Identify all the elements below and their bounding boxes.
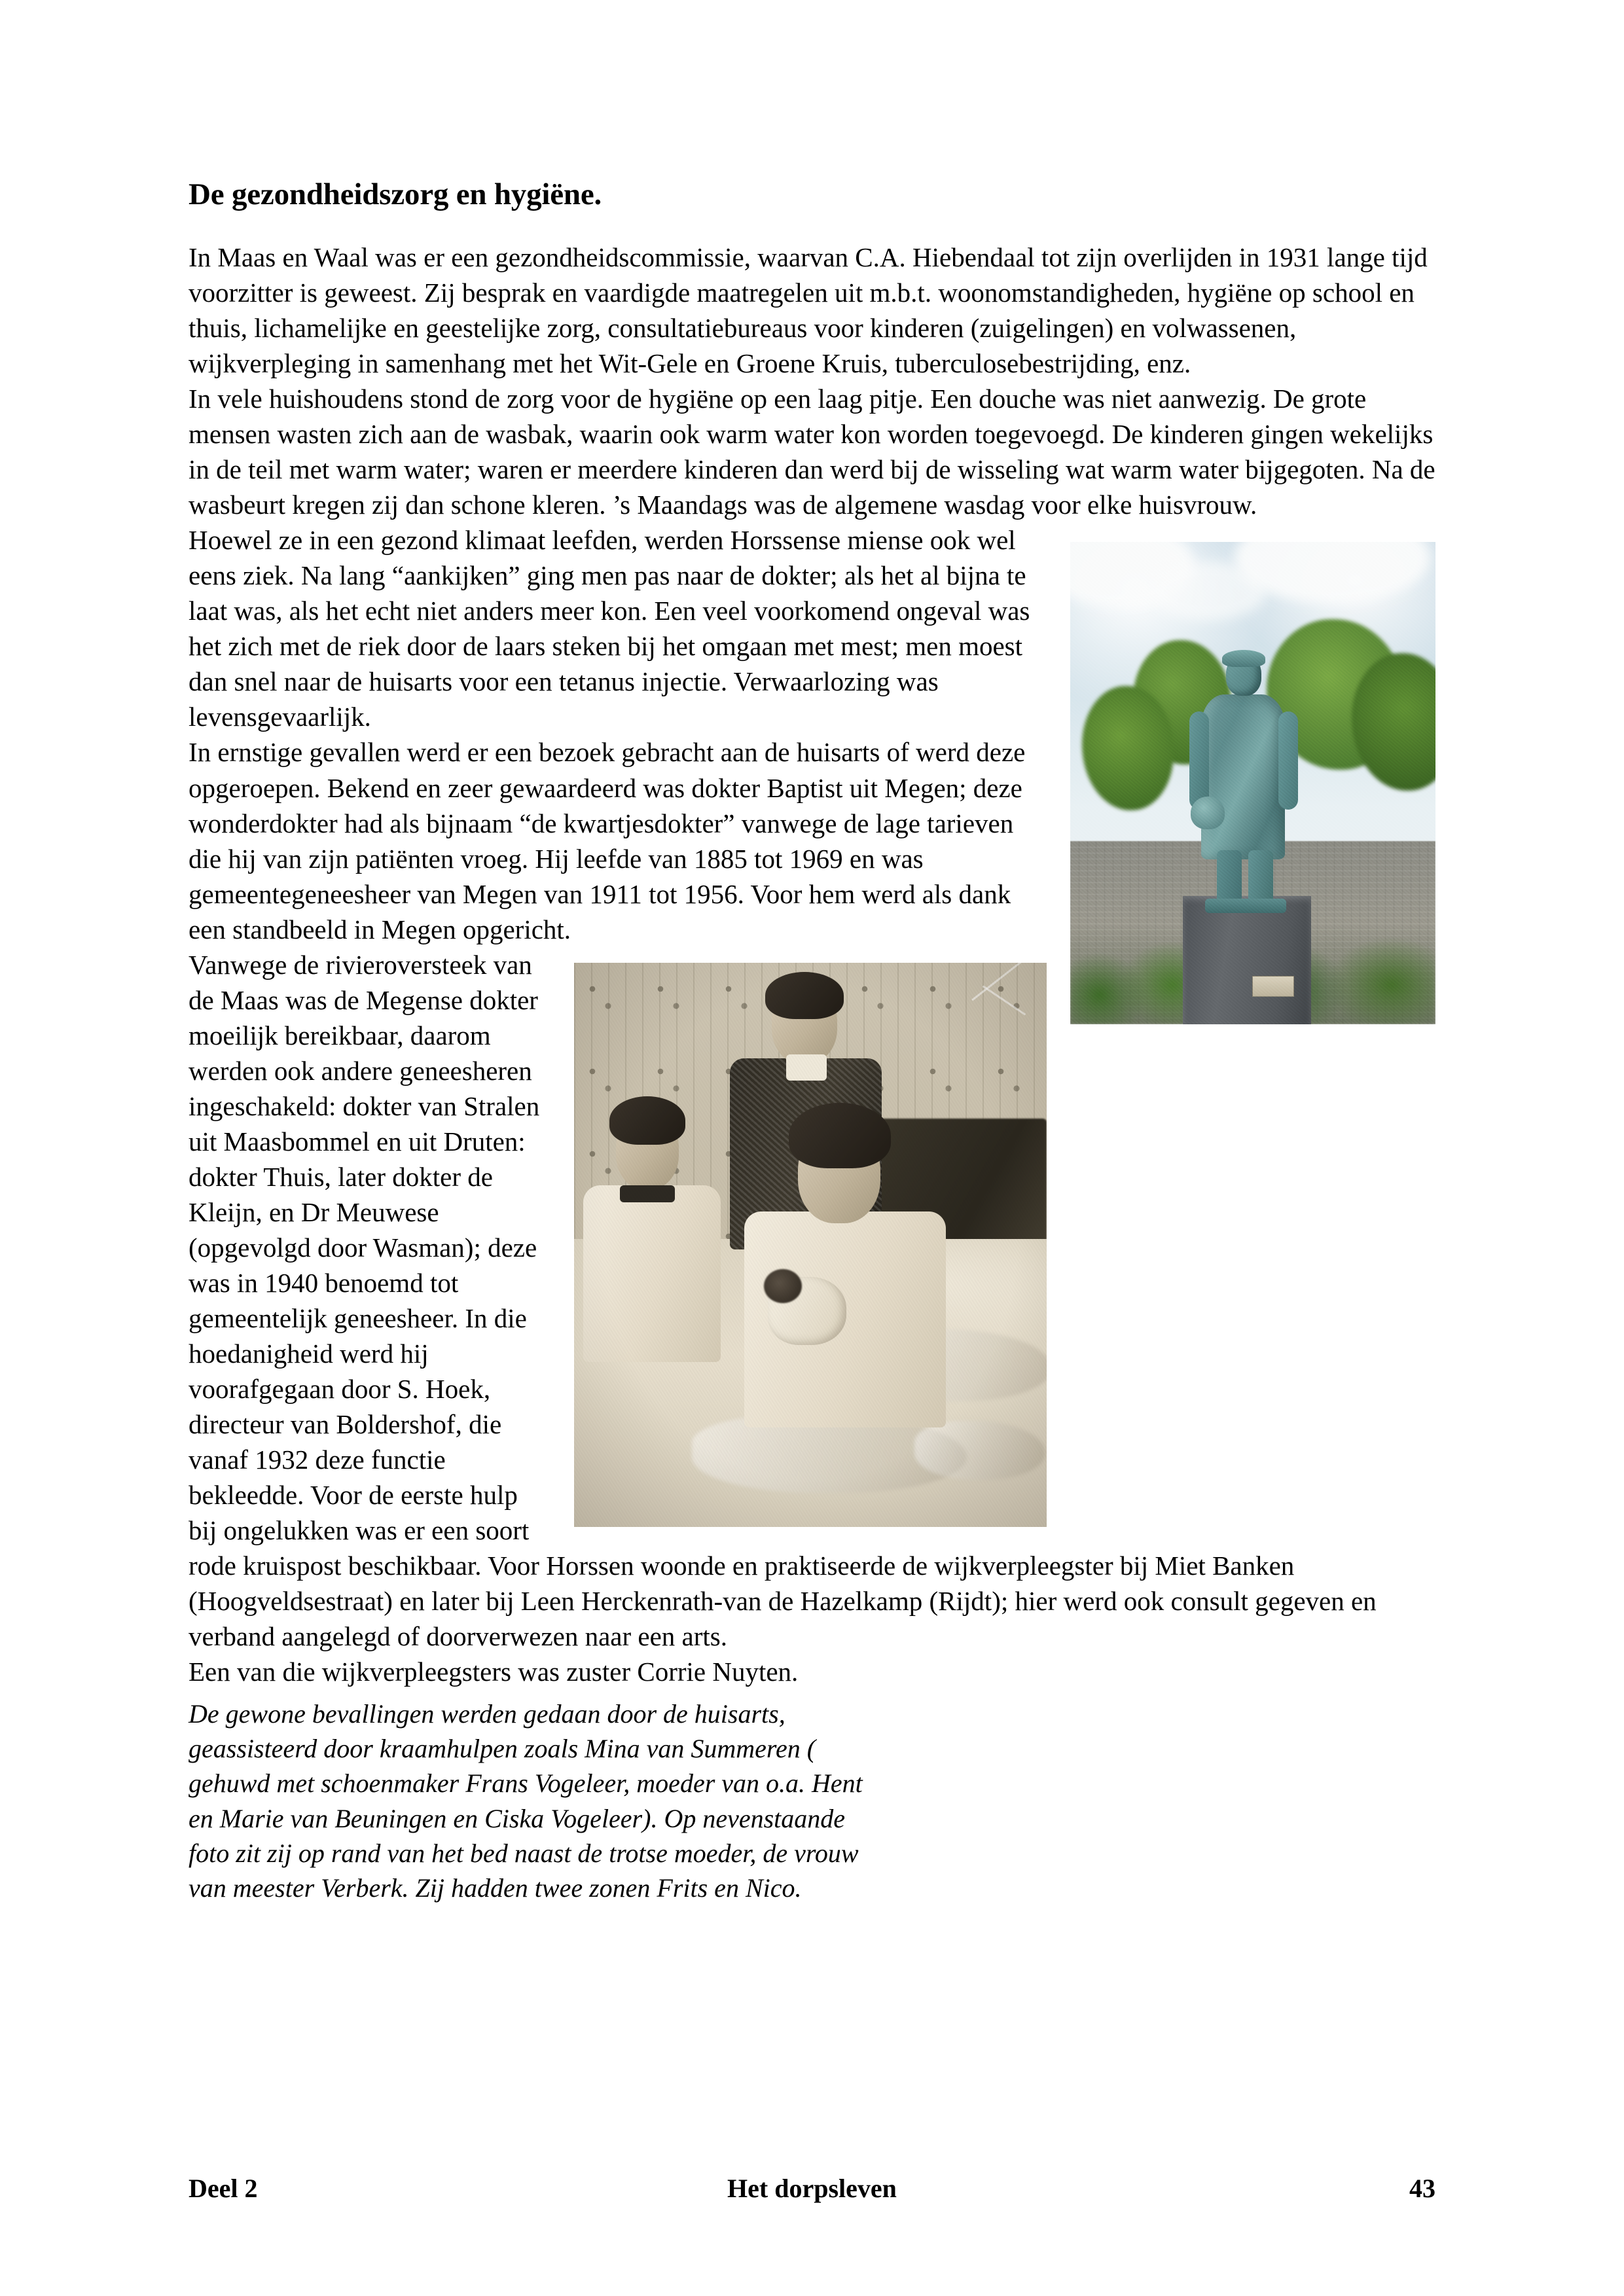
footer-page-number: 43 (1409, 2174, 1435, 2203)
paragraph-geneesheren: Vanwege de rivieroversteek van de Maas was de Megense dokter moeilijk bereikbaar, daarom werden ook andere geneesheren ingeschakeld: dokter van Stralen uit Maasbommel en uit Druten: dokter Thuis, later dokter de Kleijn, en Dr Meuwese (opgevolgd door Wasman); deze was in 1940 benoemd tot gemeentelijk geneesheer. In die hoedanigheid werd hij voorafgegaan door S. Hoek, directeur van Boldershof, die vanaf 1932 deze functie bekleedde. Voor de eerste hulp bij ongelukken was er een soort rode kruispost beschikbaar. Voor Horssen woonde en praktiseerde de wijkverpleegster bij Miet Banken (Hoogveldsestraat) en later bij Leen Herckenrath-van de Hazelkamp (Rijdt); hier werd ook consult gegeven en verband aangelegd of doorverwezen naar een arts. (189, 949, 1377, 1652)
statue-hair (1222, 650, 1265, 667)
statue-left-arm (1189, 711, 1209, 810)
statue-foot-base (1205, 899, 1286, 913)
woman-back-collar (786, 1054, 827, 1081)
paragraph-gezondheidscommissie: In Maas en Waal was er een gezondheidscommissie, waarvan C.A. Hiebendaal tot zijn overlijden in 1931 lange tijd voorzitter is geweest. Zij besprak en vaardigde maatregelen uit m.b.t. woonomstandigheden, hygiëne op school en thuis, lichamelijke en geestelijke zorg, consultatiebureaus voor kinderen (zuigelingen) en volwassenen, wijkverpleging in samenhang met het Wit-Gele en Groene Kruis, tuberculosebestrijding, enz. (189, 242, 1428, 379)
statue-held-hat (1191, 797, 1225, 829)
woman-left-hair (609, 1096, 685, 1145)
woman-back-hair (765, 972, 844, 1019)
woman-on-bed-edge (583, 1087, 721, 1362)
article-body (189, 177, 1435, 1689)
paragraph-corrie-nuyten: Een van die wijkverpleegsters was zuster Corrie Nuyten. (189, 1657, 799, 1687)
bronze-statue-figure (1185, 651, 1303, 908)
woman-left-collar (620, 1185, 675, 1202)
footer-part-label: Deel 2 (189, 2174, 258, 2203)
paragraph-ziekte-dokter: Hoewel ze in een gezond klimaat leefden, werden Horssense miense ook wel eens ziek. Na lang “aankijken” ging men pas naar de dokter; als het al bijna te laat was, als het echt niet anders meer kon. Een veel voorkomend ongeval was het zich met de riek door de laars steken bij het omgaan met mest; men moest dan snel naar de huisarts voor een tetanus injectie. Verwaarlozing was levensgevaarlijk. (189, 525, 1030, 732)
birth-photo (574, 963, 1047, 1527)
page-title: De gezondheidszorg en hygiëne. (189, 177, 602, 211)
statue-coat (1201, 694, 1285, 859)
page-footer (189, 2173, 1435, 2204)
paragraph-dokter-baptist: In ernstige gevallen werd er een bezoek gebracht aan de huisarts of werd deze opgeroepen. Bekend en zeer gewaardeerd was dokter Baptist uit Megen; deze wonderdokter had als bijnaam “de kwartjesdokter” vanwege de lage tarieven die hij van zijn patiënten vroeg. Hij leefde van 1885 tot 1969 en was gemeentegeneesheer van Megen van 1911 tot 1956. Voor hem werd als dank een standbeeld in Megen opgericht. (189, 737, 1026, 944)
figure-caption-block (189, 1696, 882, 1905)
newborn-baby-head (764, 1269, 802, 1303)
pedestal-plaque (1252, 976, 1294, 997)
statue-pedestal (1183, 896, 1311, 1024)
paragraph-hygiene-huishoudens: In vele huishoudens stond de zorg voor de hygiëne op een laag pitje. Een douche was niet aanwezig. De grote mensen wasten zich aan de wasbak, waarin ook warm water kon worden toegevoegd. De kinderen gingen wekelijks in de teil met warm water; waren er meerdere kinderen dan werd bij de wisseling wat warm water bijgegoten. Na de wasbeurt kregen zij dan schone kleren. ’s Maandags was de algemene wasdag voor elke huisvrouw. (189, 384, 1435, 520)
cloud-shape (1149, 562, 1267, 620)
statue-right-arm (1278, 711, 1298, 810)
birth-photo-caption: De gewone bevallingen werden gedaan door de huisarts, geassisteerd door kraamhulpen zoals Mina van Summeren ( gehuwd met schoenmaker Frans Vogeleer, moeder van o.a. Hent en Marie van Beuningen en Ciska Vogeleer). Op nevenstaande foto zit zij op rand van het bed naast de trotse moeder, de vrouw van meester Verberk. Zij hadden twee zonen Frits en Nico. (189, 1699, 863, 1903)
mother-with-newborn (738, 1099, 954, 1426)
mother-hair (789, 1103, 891, 1168)
footer-chapter-title: Het dorpsleven (727, 2174, 897, 2203)
statue-photo (1070, 542, 1435, 1024)
woman-left-torso (583, 1185, 721, 1362)
